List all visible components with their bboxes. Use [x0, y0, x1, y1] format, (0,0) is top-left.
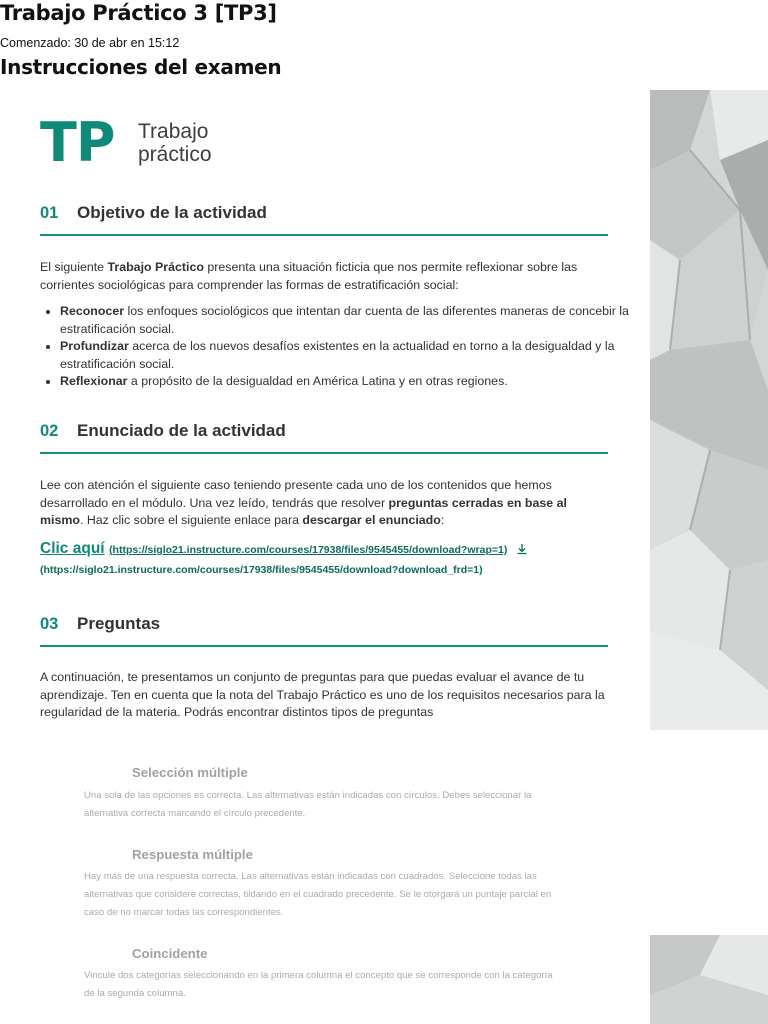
- intro-bold: Trabajo Práctico: [107, 260, 204, 274]
- list-item: [60, 338, 630, 373]
- section-header-03: [40, 615, 608, 647]
- bullet-bold: Reconocer: [60, 304, 125, 318]
- bullet-text: a propósito de la desigualdad en América Latina y en otras regiones.: [127, 374, 508, 389]
- tp-logo-word-line2: práctico: [138, 143, 212, 166]
- qtype-title: Coincidente: [132, 946, 208, 961]
- statement-text: Lee con atención el siguiente caso teniendo presente cada uno de los contenidos que hemos desarrollado en el módulo. Una vez leído, tendrás que resolver: [40, 478, 552, 510]
- statement-bold: descargar el enunciado: [302, 513, 441, 528]
- statement-bold: preguntas cerradas en base al mismo: [40, 495, 567, 528]
- intro-text-end: presenta una situación ficticia que nos permite reflexionar sobre las corrientes sociológicas para comprender las formas de estratificación social:: [40, 260, 578, 292]
- objective-intro: [40, 259, 610, 294]
- section-number: 01: [40, 204, 59, 222]
- statement-text: :: [440, 513, 445, 528]
- list-item: [60, 373, 630, 391]
- intro-text: El siguiente: [40, 260, 108, 274]
- file-url-link[interactable]: (https://siglo21.instructure.com/courses/17938/files/9545455/download?wrap=1): [109, 544, 508, 556]
- bullet-text: los enfoques sociológicos que intentan dar cuenta de las diferentes maneras de concebir la estratificación social.: [60, 304, 629, 336]
- instructions-title: Instrucciones del examen: [0, 55, 282, 79]
- decorative-photo: [650, 90, 768, 730]
- section-title: Objetivo de la actividad: [77, 203, 267, 222]
- list-item: [60, 303, 630, 338]
- click-here-link[interactable]: Clic aquí: [40, 540, 105, 557]
- section-title: Enunciado de la actividad: [77, 421, 286, 440]
- bullet-bold: Reflexionar: [60, 374, 128, 389]
- bullet-text: acerca de los nuevos desafíos existentes en la actualidad en torno a la desigualdad y la estratificación social.: [60, 339, 615, 371]
- bullet-bold: Profundizar: [60, 339, 129, 354]
- objective-list: [40, 303, 630, 391]
- section-title: Preguntas: [77, 614, 161, 633]
- qtype-description: Hay más de una respuesta correcta. Las alternativas están indicadas con cuadrados. Seleccione todas las alternativas que considere correctas, tildando en el cuadrado precedente. Se le otorgará un puntaje parcial en caso de no marcar todas las correspondientes.: [84, 871, 552, 918]
- tp-logo-word-line1: Trabajo: [138, 120, 209, 143]
- page-title: Trabajo Práctico 3 [TP3]: [0, 1, 277, 25]
- decorative-photo-bottom: [650, 935, 768, 1024]
- section-number: 02: [40, 422, 59, 440]
- qtype-description: Una sola de las opciones es correcta. Las alternativas están indicadas con círculos. Debes seleccionar la alternativa correcta marcando el círculo precedente.: [84, 790, 532, 819]
- statement-text: . Haz clic sobre el siguiente enlace para: [79, 513, 303, 528]
- section-header-02: [40, 422, 608, 454]
- questions-intro: A continuación, te presentamos un conjunto de preguntas para que puedas evaluar el avance de tu aprendizaje. Ten en cuenta que la nota del Trabajo Práctico es uno de los requisitos necesarios para la regularidad de la materia. Podrás encontrar distintos tipos de preguntas: [40, 670, 605, 720]
- section-number: 03: [40, 615, 59, 633]
- tp-logo-letters: TP: [40, 111, 115, 174]
- qtype-title: Selección múltiple: [132, 765, 248, 780]
- tp-logo-word: [138, 120, 212, 166]
- download-icon[interactable]: [516, 542, 528, 560]
- section-header-01: [40, 204, 608, 236]
- qtype-description: Vincule dos categorías seleccionando en la primera columna el concepto que se corresponde con la categoría de la segunda columna.: [84, 970, 553, 999]
- statement-paragraph: [40, 477, 610, 530]
- started-timestamp: Comenzado: 30 de abr en 15:12: [0, 36, 180, 50]
- qtype-title: Respuesta múltiple: [132, 847, 253, 862]
- download-url-link[interactable]: (https://siglo21.instructure.com/courses/17938/files/9545455/download?download_frd=1): [40, 564, 483, 576]
- download-link-line: [40, 540, 640, 560]
